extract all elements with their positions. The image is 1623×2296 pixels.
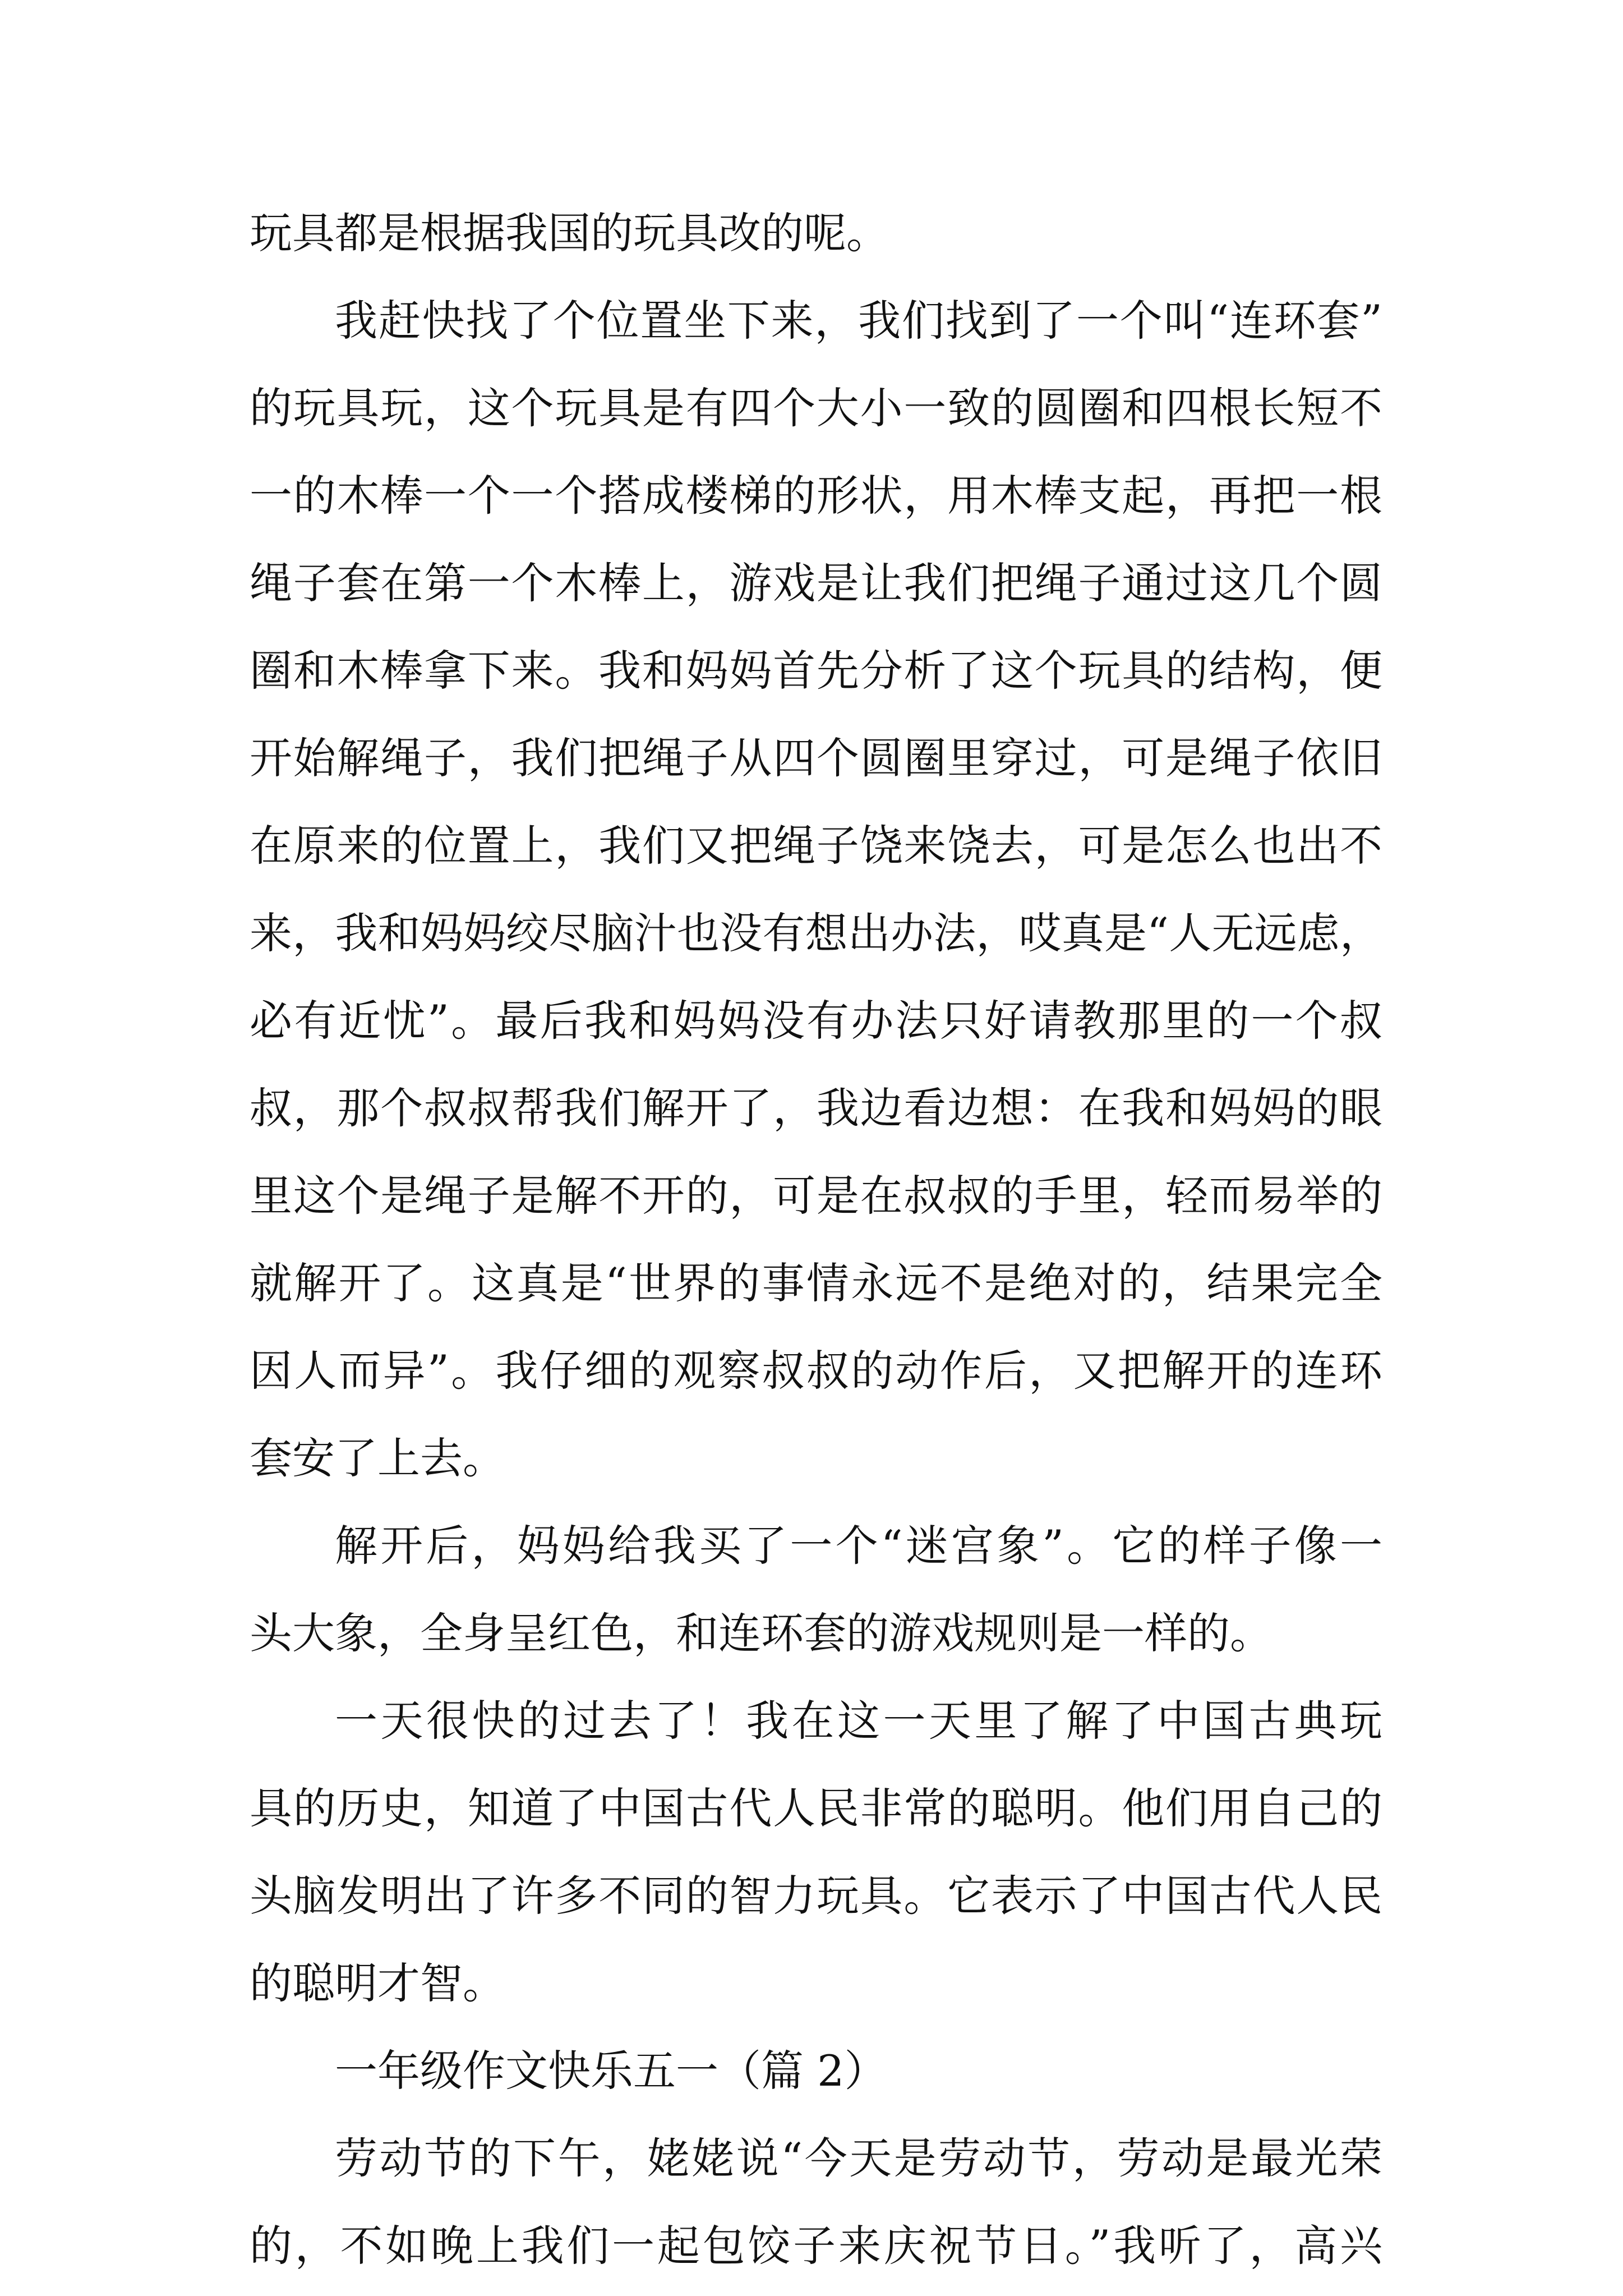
paragraph-first-line: 劳动节的下午，姥姥说“今天是劳动节，劳动是最光荣 [335, 2133, 1382, 2183]
text-line: 套安了上去。 [250, 1433, 505, 1483]
text-line: 来，我和妈妈绞尽脑汁也没有想出办法，哎真是“人无远虑， [250, 908, 1382, 958]
text-line: 开始解绳子，我们把绳子从四个圆圈里穿过，可是绳子依旧 [250, 733, 1382, 783]
text-line: 一的木棒一个一个搭成楼梯的形状，用木棒支起，再把一根 [250, 471, 1382, 521]
text-line: 在原来的位置上，我们又把绳子饶来饶去，可是怎么也出不 [250, 821, 1382, 871]
text-line: 叔，那个叔叔帮我们解开了，我边看边想：在我和妈妈的眼 [250, 1083, 1382, 1133]
text-line: 的聪明才智。 [250, 1958, 505, 2008]
paragraph-first-line: 我赶快找了个位置坐下来，我们找到了一个叫“连环套” [335, 296, 1382, 346]
text-line: 头脑发明出了许多不同的智力玩具。它表示了中国古代人民 [250, 1871, 1382, 1921]
paragraph-first-line: 一天很快的过去了！我在这一天里了解了中国古典玩 [335, 1696, 1382, 1746]
text-line: 的玩具玩，这个玩具是有四个大小一致的圆圈和四根长短不 [250, 383, 1382, 433]
paragraph-first-line: 解开后，妈妈给我买了一个“迷宫象”。它的样子像一 [335, 1521, 1382, 1571]
text-line: 必有近忧”。最后我和妈妈没有办法只好请教那里的一个叔 [250, 996, 1382, 1046]
section-heading: 一年级作文快乐五一（篇 2） [335, 2046, 887, 2096]
text-line: 头大象，全身呈红色，和连环套的游戏规则是一样的。 [250, 1608, 1272, 1658]
text-line: 就解开了。这真是“世界的事情永远不是绝对的，结果完全 [250, 1258, 1382, 1308]
text-line: 里这个是绳子是解不开的，可是在叔叔的手里，轻而易举的 [250, 1171, 1382, 1221]
text-line: 圈和木棒拿下来。我和妈妈首先分析了这个玩具的结构，便 [250, 646, 1382, 696]
text-line: 具的历史，知道了中国古代人民非常的聪明。他们用自己的 [250, 1783, 1382, 1833]
text-line: 绳子套在第一个木棒上，游戏是让我们把绳子通过这几个圆 [250, 558, 1382, 608]
text-line: 因人而异”。我仔细的观察叔叔的动作后，又把解开的连环 [250, 1346, 1382, 1396]
text-line: 的，不如晚上我们一起包饺子来庆祝节日。”我听了，高兴 [250, 2221, 1382, 2271]
text-line: 玩具都是根据我国的玩具改的呢。 [250, 208, 889, 258]
